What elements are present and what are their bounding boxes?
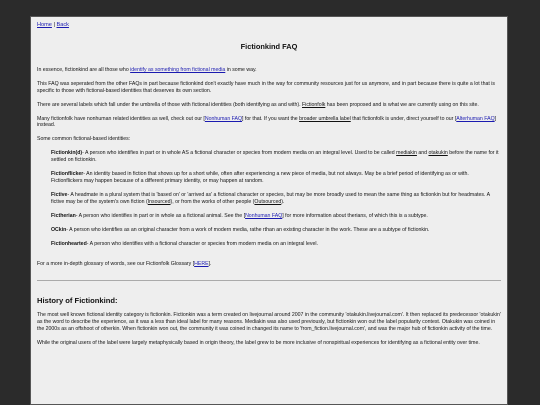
history-paragraph-2: While the original users of the label were largely metaphysically based in origin theory, the label grew to be more inclusive of nonspiritual experiences for identifying as a fictional entity over time.: [37, 340, 480, 347]
text: - A person who identifies in part or in whole as a fictional animal. See the [: [75, 212, 246, 219]
text: ] for that. If you want the: [242, 115, 300, 122]
identities-intro: Some common fictional-based identities:: [37, 136, 131, 143]
definition-fictive: [51, 192, 501, 206]
text: - A person who identifies with a fictional character or species from modern media on an integral level.: [86, 240, 318, 247]
faq-purpose-paragraph: This FAQ was seperated from the other FAQs in part because fictionkind don't exactly have much in the way for community resources just for us anymore, and in part because there is quite a lot that is specific to those with fictional-based identities that deserves its own section.: [37, 80, 496, 94]
definition-fictionkin: [51, 150, 501, 164]
insourced-term: Insourced: [147, 198, 171, 205]
labels-paragraph: [37, 102, 501, 109]
text: In essence, fictionkind are all those who: [37, 66, 131, 73]
text: ), or from the works of other people (: [170, 198, 255, 205]
term: Fictherian: [51, 212, 76, 219]
text: before the name for it settled on fictionkin.: [51, 150, 499, 164]
otakukin-term: otakukin: [428, 150, 448, 157]
back-link[interactable]: Back: [56, 22, 69, 28]
history-heading: History of Fictionkind:: [37, 296, 118, 306]
definition-fictherian: [51, 213, 501, 220]
text: There are several labels which fall under the umbrella of those with fictional identities (both identifying as and with).: [37, 101, 302, 108]
identify-link[interactable]: identify as something from fictional media: [130, 66, 226, 73]
text: - A headmate in a plural system that is 'based on' or 'arrived as' a fictional character or species, but may be more broadly used to mean the same thing as fictionkin but for headmates. A fictive may be of the system's own fiction (: [51, 191, 490, 205]
nonhuman-faq-link[interactable]: Nonhuman FAQ: [204, 115, 243, 122]
text: ] for more information about therians, of which this is a subtype.: [282, 212, 428, 219]
mediakin-term: mediakin: [396, 150, 417, 157]
intro-paragraph: [37, 67, 501, 74]
text: For a more in-depth glossary of words, see our Fictionfolk Glossary [: [37, 261, 195, 268]
term: Fictive: [51, 191, 68, 198]
term: Fictionflicker: [51, 171, 84, 178]
fictionfolk-term: Fictionfolk: [302, 101, 326, 108]
glossary-link[interactable]: HERE: [194, 261, 209, 268]
umbrella-label-term: broader umbrella label: [299, 115, 351, 122]
content-panel: [30, 16, 508, 405]
text: has been proposed and is what we are currently using on this site.: [325, 101, 479, 108]
text: - A person who identifies as an original character from a work of modern media, rathe rthan an existing character in the work. These are a subtype of fictionkin.: [66, 226, 430, 233]
nonhuman-faq-link-2[interactable]: Nonhuman FAQ: [245, 212, 283, 219]
divider: [37, 280, 501, 281]
text: that fictionfolk is under, direct yourself to our [: [350, 115, 457, 122]
definition-fictionhearted: [51, 241, 501, 248]
text: ] instead.: [37, 115, 497, 129]
top-nav: [37, 22, 501, 29]
text: - A person who identifies in part or in whole AS a fictional character or species from modern media on an integral level. Used to be called: [82, 150, 397, 157]
history-paragraph-1: The most well known fictional identity category is fictionkin. Fictionkin was a term created on livejournal around 2007 in the community 'otakukin.livejournal.com'. It then replaced its predecessor 'otakukin' as the word to describe the experience, as it was a less than ideal label for many reasons. Mediakin was also used previously, but fictionkin won out the label popularity contest. Otakukin was coined in the 2000s as an offshoot of otherkin. When fictionkin won out, the community it was coined in changed its name to 'from_fiction.livejournal.com', and was the major hub of fictionkin activity of the time.: [37, 312, 501, 333]
text: ].: [208, 261, 212, 268]
page-title: Fictionkind FAQ: [240, 41, 298, 51]
term: Fictionkin(d): [51, 150, 83, 157]
text: ).: [281, 198, 285, 205]
outsourced-term: Outsourced: [254, 198, 282, 205]
definition-ockin: [51, 227, 501, 234]
text: Many fictionfolk have nonhuman related identities as well, check out our [: [37, 115, 205, 122]
definition-fictionflicker: [51, 171, 501, 185]
text: in some way.: [225, 66, 257, 73]
nav-separator: |: [53, 22, 55, 28]
term: OCkin: [51, 226, 67, 233]
alterhuman-faq-link[interactable]: Alterhuman FAQ: [456, 115, 495, 122]
glossary-paragraph: [37, 261, 501, 268]
term: Fictionhearted: [51, 240, 87, 247]
home-link[interactable]: Home: [37, 22, 52, 28]
nonhuman-paragraph: [37, 116, 501, 130]
text: and: [416, 150, 429, 157]
text: - An identity based in fiction that shows up for a short while, often after experiencing a new piece of media, but not always. May be a brief period of identifying as or with. Fictionflickers may happen because of a different primary identity, or may happen at random.: [51, 171, 469, 184]
